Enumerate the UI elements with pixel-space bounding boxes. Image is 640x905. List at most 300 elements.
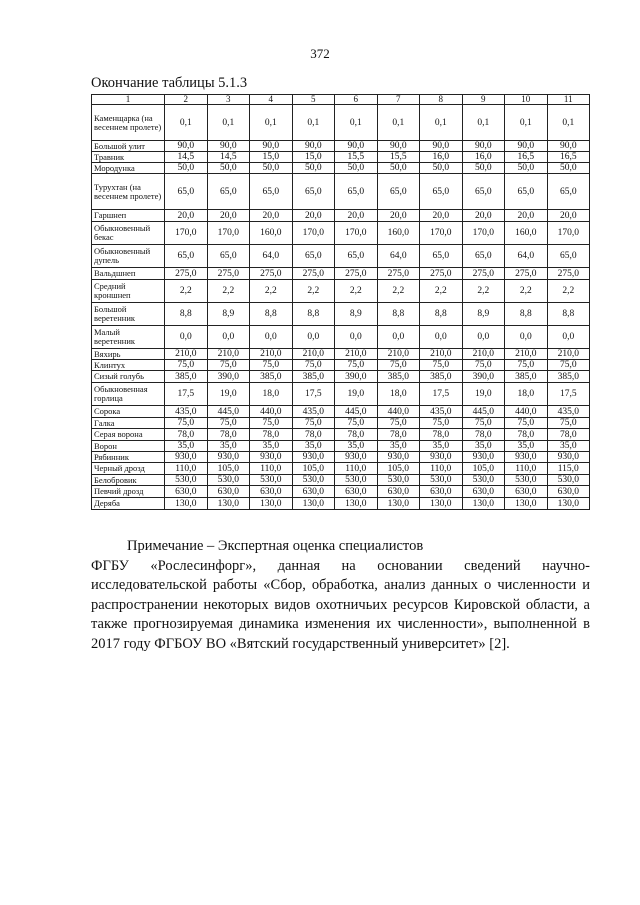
table-cell: 530,0 <box>335 475 378 486</box>
table-cell: 75,0 <box>335 418 378 429</box>
table-cell: 630,0 <box>165 486 208 498</box>
table-cell: 50,0 <box>292 163 335 174</box>
table-cell: 210,0 <box>335 349 378 360</box>
table-cell: 130,0 <box>505 498 548 510</box>
table-cell: 210,0 <box>292 349 335 360</box>
table-cell: 385,0 <box>165 371 208 383</box>
column-header: 1 <box>92 95 165 105</box>
table-cell: 0,0 <box>377 326 420 349</box>
table-cell: 2,2 <box>420 280 463 303</box>
table-cell: 35,0 <box>505 441 548 452</box>
table-cell: 435,0 <box>420 406 463 418</box>
table-cell: 630,0 <box>250 486 293 498</box>
table-cell: 75,0 <box>505 418 548 429</box>
table-cell: 78,0 <box>250 429 293 441</box>
table-cell: 16,5 <box>505 152 548 163</box>
table-cell: 530,0 <box>250 475 293 486</box>
table-cell: 210,0 <box>250 349 293 360</box>
table-cell: 130,0 <box>377 498 420 510</box>
table-cell: 65,0 <box>207 174 250 210</box>
table-cell: 630,0 <box>547 486 590 498</box>
table-row <box>92 105 590 141</box>
table-cell: 90,0 <box>377 141 420 152</box>
table-cell: 65,0 <box>547 174 590 210</box>
table-cell: 530,0 <box>165 475 208 486</box>
table-cell: 530,0 <box>547 475 590 486</box>
table-row <box>92 245 590 268</box>
species-name: Клинтух <box>92 360 165 371</box>
table-note <box>91 537 590 655</box>
species-name: Вяхирь <box>92 349 165 360</box>
table-cell: 20,0 <box>377 210 420 222</box>
table-row <box>92 174 590 210</box>
table-cell: 75,0 <box>547 418 590 429</box>
table-row <box>92 141 590 152</box>
species-name: Средний кроншнеп <box>92 280 165 303</box>
table-cell: 130,0 <box>547 498 590 510</box>
table-cell: 20,0 <box>420 210 463 222</box>
table-cell: 170,0 <box>462 222 505 245</box>
page-number: 372 <box>310 46 330 61</box>
table-cell: 17,5 <box>547 383 590 406</box>
table-cell: 275,0 <box>207 268 250 280</box>
table-cell: 435,0 <box>547 406 590 418</box>
table-cell: 210,0 <box>505 349 548 360</box>
table-cell: 275,0 <box>292 268 335 280</box>
table-cell: 75,0 <box>165 418 208 429</box>
table-cell: 64,0 <box>505 245 548 268</box>
table-cell: 0,1 <box>462 105 505 141</box>
table-cell: 275,0 <box>250 268 293 280</box>
table-cell: 65,0 <box>335 245 378 268</box>
table-cell: 210,0 <box>462 349 505 360</box>
species-name: Галка <box>92 418 165 429</box>
table-cell: 275,0 <box>505 268 548 280</box>
table-cell: 20,0 <box>165 210 208 222</box>
table-cell: 20,0 <box>207 210 250 222</box>
table-cell: 65,0 <box>505 174 548 210</box>
table-cell: 64,0 <box>377 245 420 268</box>
table-cell: 75,0 <box>377 418 420 429</box>
column-header: 2 <box>165 95 208 105</box>
table-row <box>92 280 590 303</box>
species-name: Обыкновенный дупель <box>92 245 165 268</box>
table-cell: 530,0 <box>377 475 420 486</box>
table-cell: 75,0 <box>207 360 250 371</box>
species-name: Гаршнеп <box>92 210 165 222</box>
table-cell: 930,0 <box>165 452 208 463</box>
table-cell: 65,0 <box>207 245 250 268</box>
column-header: 6 <box>335 95 378 105</box>
table-cell: 275,0 <box>547 268 590 280</box>
table-cell: 78,0 <box>420 429 463 441</box>
table-cell: 78,0 <box>505 429 548 441</box>
table-cell: 90,0 <box>335 141 378 152</box>
table-cell: 105,0 <box>377 463 420 475</box>
table-cell: 65,0 <box>250 174 293 210</box>
table-cell: 90,0 <box>292 141 335 152</box>
table-cell: 14,5 <box>207 152 250 163</box>
table-cell: 65,0 <box>462 174 505 210</box>
species-name: Деряба <box>92 498 165 510</box>
table-cell: 50,0 <box>207 163 250 174</box>
table-cell: 90,0 <box>420 141 463 152</box>
table-cell: 105,0 <box>462 463 505 475</box>
table-cell: 110,0 <box>420 463 463 475</box>
table-cell: 50,0 <box>335 163 378 174</box>
note-text: ФГБУ «Рослесинфорг», данная на основании сведений научно-исследовательской работы «Сбор, обработка, анализ данных о численности и распространении некоторых видов охотничьих ресурсов Кировской области, а также прогнозируемая динамика изменения их численности», выполненной в 2017 году ФГБОУ ВО «Вятский государственный университет» [2]. <box>91 557 590 652</box>
table-cell: 75,0 <box>250 418 293 429</box>
table-cell: 0,1 <box>207 105 250 141</box>
table-cell: 65,0 <box>165 245 208 268</box>
table-cell: 390,0 <box>462 371 505 383</box>
table-cell: 630,0 <box>462 486 505 498</box>
table-cell: 930,0 <box>207 452 250 463</box>
table-cell: 930,0 <box>377 452 420 463</box>
table-row <box>92 326 590 349</box>
table-cell: 20,0 <box>335 210 378 222</box>
table-row <box>92 303 590 326</box>
species-name: Певчий дрозд <box>92 486 165 498</box>
table-cell: 78,0 <box>547 429 590 441</box>
column-header: 5 <box>292 95 335 105</box>
table-cell: 110,0 <box>250 463 293 475</box>
table-cell: 90,0 <box>165 141 208 152</box>
table-cell: 930,0 <box>292 452 335 463</box>
table-cell: 170,0 <box>292 222 335 245</box>
table-cell: 64,0 <box>250 245 293 268</box>
table-cell: 2,2 <box>462 280 505 303</box>
table-cell: 8,8 <box>165 303 208 326</box>
table-cell: 2,2 <box>292 280 335 303</box>
table-row <box>92 486 590 498</box>
species-name: Вальдшнеп <box>92 268 165 280</box>
table-cell: 385,0 <box>505 371 548 383</box>
table-cell: 130,0 <box>420 498 463 510</box>
table-cell: 20,0 <box>547 210 590 222</box>
table-cell: 930,0 <box>462 452 505 463</box>
table-cell: 35,0 <box>462 441 505 452</box>
table-cell: 65,0 <box>292 245 335 268</box>
table-cell: 530,0 <box>420 475 463 486</box>
table-cell: 115,0 <box>547 463 590 475</box>
table-cell: 65,0 <box>292 174 335 210</box>
data-table <box>91 94 590 510</box>
note-first-line: Примечание – Экспертная оценка специалистов <box>127 538 424 554</box>
table-cell: 385,0 <box>420 371 463 383</box>
table-cell: 0,0 <box>335 326 378 349</box>
table-row <box>92 406 590 418</box>
table-cell: 275,0 <box>462 268 505 280</box>
table-cell: 275,0 <box>165 268 208 280</box>
species-name: Турухтан (на весеннем пролете) <box>92 174 165 210</box>
table-cell: 18,0 <box>250 383 293 406</box>
table-cell: 0,1 <box>505 105 548 141</box>
table-cell: 445,0 <box>207 406 250 418</box>
table-cell: 75,0 <box>462 360 505 371</box>
table-row <box>92 452 590 463</box>
table-cell: 8,9 <box>207 303 250 326</box>
table-cell: 160,0 <box>250 222 293 245</box>
table-cell: 170,0 <box>547 222 590 245</box>
table-cell: 8,8 <box>377 303 420 326</box>
table-cell: 15,0 <box>292 152 335 163</box>
table-cell: 385,0 <box>292 371 335 383</box>
table-cell: 445,0 <box>462 406 505 418</box>
table-cell: 0,0 <box>462 326 505 349</box>
table-cell: 17,5 <box>292 383 335 406</box>
table-cell: 50,0 <box>547 163 590 174</box>
table-cell: 530,0 <box>505 475 548 486</box>
table-cell: 0,1 <box>250 105 293 141</box>
table-body <box>92 105 590 510</box>
table-cell: 90,0 <box>462 141 505 152</box>
table-cell: 8,9 <box>462 303 505 326</box>
column-header: 7 <box>377 95 420 105</box>
table-cell: 65,0 <box>165 174 208 210</box>
table-cell: 78,0 <box>335 429 378 441</box>
table-cell: 75,0 <box>207 418 250 429</box>
table-cell: 440,0 <box>505 406 548 418</box>
table-cell: 35,0 <box>207 441 250 452</box>
table-cell: 445,0 <box>335 406 378 418</box>
species-name: Рябинник <box>92 452 165 463</box>
table-cell: 0,1 <box>292 105 335 141</box>
table-cell: 0,0 <box>420 326 463 349</box>
species-name: Травник <box>92 152 165 163</box>
table-cell: 50,0 <box>462 163 505 174</box>
table-cell: 35,0 <box>547 441 590 452</box>
table-cell: 170,0 <box>420 222 463 245</box>
table-cell: 90,0 <box>505 141 548 152</box>
table-cell: 17,5 <box>420 383 463 406</box>
table-cell: 19,0 <box>462 383 505 406</box>
table-cell: 0,1 <box>165 105 208 141</box>
table-cell: 130,0 <box>292 498 335 510</box>
table-row <box>92 418 590 429</box>
table-cell: 110,0 <box>505 463 548 475</box>
table-cell: 8,9 <box>335 303 378 326</box>
table-cell: 130,0 <box>335 498 378 510</box>
species-name: Белобровик <box>92 475 165 486</box>
table-cell: 75,0 <box>420 418 463 429</box>
table-cell: 0,0 <box>505 326 548 349</box>
table-cell: 170,0 <box>165 222 208 245</box>
table-cell: 15,5 <box>377 152 420 163</box>
table-cell: 110,0 <box>165 463 208 475</box>
table-cell: 2,2 <box>207 280 250 303</box>
table-cell: 0,0 <box>250 326 293 349</box>
table-cell: 50,0 <box>505 163 548 174</box>
table-cell: 385,0 <box>377 371 420 383</box>
species-name: Большой веретенник <box>92 303 165 326</box>
table-cell: 385,0 <box>250 371 293 383</box>
table-cell: 385,0 <box>547 371 590 383</box>
table-cell: 0,0 <box>292 326 335 349</box>
table-cell: 630,0 <box>420 486 463 498</box>
table-cell: 16,5 <box>547 152 590 163</box>
table-row <box>92 210 590 222</box>
table-cell: 8,8 <box>420 303 463 326</box>
table-cell: 390,0 <box>335 371 378 383</box>
table-caption: Окончание таблицы 5.1.3 <box>91 75 248 91</box>
table-cell: 275,0 <box>420 268 463 280</box>
table-cell: 930,0 <box>505 452 548 463</box>
table-cell: 170,0 <box>207 222 250 245</box>
table-cell: 78,0 <box>165 429 208 441</box>
species-name: Черный дрозд <box>92 463 165 475</box>
table-cell: 0,0 <box>165 326 208 349</box>
table-cell: 75,0 <box>505 360 548 371</box>
table-row <box>92 349 590 360</box>
table-cell: 275,0 <box>335 268 378 280</box>
table-cell: 35,0 <box>250 441 293 452</box>
table-cell: 440,0 <box>377 406 420 418</box>
table-row <box>92 163 590 174</box>
table-cell: 16,0 <box>420 152 463 163</box>
table-cell: 0,1 <box>420 105 463 141</box>
table-row <box>92 222 590 245</box>
table-cell: 20,0 <box>250 210 293 222</box>
table-cell: 170,0 <box>335 222 378 245</box>
table-cell: 16,0 <box>462 152 505 163</box>
column-header: 4 <box>250 95 293 105</box>
table-cell: 50,0 <box>250 163 293 174</box>
table-cell: 75,0 <box>420 360 463 371</box>
table-row <box>92 498 590 510</box>
column-header: 10 <box>505 95 548 105</box>
table-cell: 15,0 <box>250 152 293 163</box>
table-cell: 2,2 <box>335 280 378 303</box>
table-cell: 630,0 <box>505 486 548 498</box>
table-cell: 78,0 <box>377 429 420 441</box>
species-name: Сизый голубь <box>92 371 165 383</box>
column-header: 9 <box>462 95 505 105</box>
table-row <box>92 360 590 371</box>
table-cell: 75,0 <box>377 360 420 371</box>
table-cell: 275,0 <box>377 268 420 280</box>
table-cell: 65,0 <box>420 174 463 210</box>
species-name: Мородунка <box>92 163 165 174</box>
table-cell: 35,0 <box>292 441 335 452</box>
species-name: Обыкновенная горлица <box>92 383 165 406</box>
table-cell: 930,0 <box>547 452 590 463</box>
table-row <box>92 268 590 280</box>
table-cell: 630,0 <box>335 486 378 498</box>
table-cell: 78,0 <box>207 429 250 441</box>
table-cell: 8,8 <box>547 303 590 326</box>
table-cell: 0,0 <box>207 326 250 349</box>
table-cell: 35,0 <box>165 441 208 452</box>
table-cell: 630,0 <box>292 486 335 498</box>
table-cell: 0,1 <box>335 105 378 141</box>
table-cell: 440,0 <box>250 406 293 418</box>
table-cell: 20,0 <box>462 210 505 222</box>
table-header-row <box>92 95 590 105</box>
table-cell: 930,0 <box>420 452 463 463</box>
table-cell: 20,0 <box>292 210 335 222</box>
table-cell: 530,0 <box>292 475 335 486</box>
table-cell: 65,0 <box>420 245 463 268</box>
species-name: Малый веретенник <box>92 326 165 349</box>
table-cell: 130,0 <box>165 498 208 510</box>
table-cell: 2,2 <box>547 280 590 303</box>
table-cell: 65,0 <box>462 245 505 268</box>
table-cell: 90,0 <box>250 141 293 152</box>
table-cell: 930,0 <box>335 452 378 463</box>
species-name: Серая ворона <box>92 429 165 441</box>
table-cell: 50,0 <box>420 163 463 174</box>
table-row <box>92 383 590 406</box>
table-cell: 18,0 <box>505 383 548 406</box>
table-cell: 530,0 <box>462 475 505 486</box>
table-cell: 65,0 <box>377 174 420 210</box>
table-cell: 210,0 <box>420 349 463 360</box>
table-cell: 160,0 <box>505 222 548 245</box>
table-cell: 2,2 <box>505 280 548 303</box>
table-cell: 2,2 <box>250 280 293 303</box>
table-cell: 210,0 <box>207 349 250 360</box>
species-name: Большой улит <box>92 141 165 152</box>
table-cell: 15,5 <box>335 152 378 163</box>
table-cell: 0,1 <box>547 105 590 141</box>
table-row <box>92 463 590 475</box>
table-cell: 530,0 <box>207 475 250 486</box>
table-cell: 0,0 <box>547 326 590 349</box>
column-header: 3 <box>207 95 250 105</box>
table-cell: 210,0 <box>377 349 420 360</box>
table-cell: 2,2 <box>165 280 208 303</box>
table-cell: 75,0 <box>165 360 208 371</box>
table-cell: 20,0 <box>505 210 548 222</box>
table-row <box>92 371 590 383</box>
table-cell: 2,2 <box>377 280 420 303</box>
table-cell: 630,0 <box>377 486 420 498</box>
table-cell: 65,0 <box>547 245 590 268</box>
table-cell: 160,0 <box>377 222 420 245</box>
species-name: Сорока <box>92 406 165 418</box>
table-cell: 19,0 <box>335 383 378 406</box>
table-cell: 75,0 <box>292 360 335 371</box>
table-row <box>92 475 590 486</box>
table-cell: 65,0 <box>335 174 378 210</box>
table-cell: 19,0 <box>207 383 250 406</box>
table-cell: 130,0 <box>250 498 293 510</box>
table-cell: 435,0 <box>292 406 335 418</box>
table-cell: 18,0 <box>377 383 420 406</box>
table-cell: 78,0 <box>292 429 335 441</box>
table-row <box>92 441 590 452</box>
species-name: Ворон <box>92 441 165 452</box>
table-cell: 35,0 <box>377 441 420 452</box>
table-cell: 17,5 <box>165 383 208 406</box>
table-cell: 435,0 <box>165 406 208 418</box>
table-cell: 35,0 <box>420 441 463 452</box>
table-cell: 14,5 <box>165 152 208 163</box>
table-cell: 90,0 <box>207 141 250 152</box>
species-name: Каменщарка (на весеннем пролете) <box>92 105 165 141</box>
table-cell: 105,0 <box>292 463 335 475</box>
table-cell: 8,8 <box>292 303 335 326</box>
table-cell: 50,0 <box>165 163 208 174</box>
table-cell: 130,0 <box>462 498 505 510</box>
table-cell: 210,0 <box>165 349 208 360</box>
column-header: 8 <box>420 95 463 105</box>
table-cell: 78,0 <box>462 429 505 441</box>
table-cell: 8,8 <box>505 303 548 326</box>
table-cell: 75,0 <box>250 360 293 371</box>
table-cell: 130,0 <box>207 498 250 510</box>
